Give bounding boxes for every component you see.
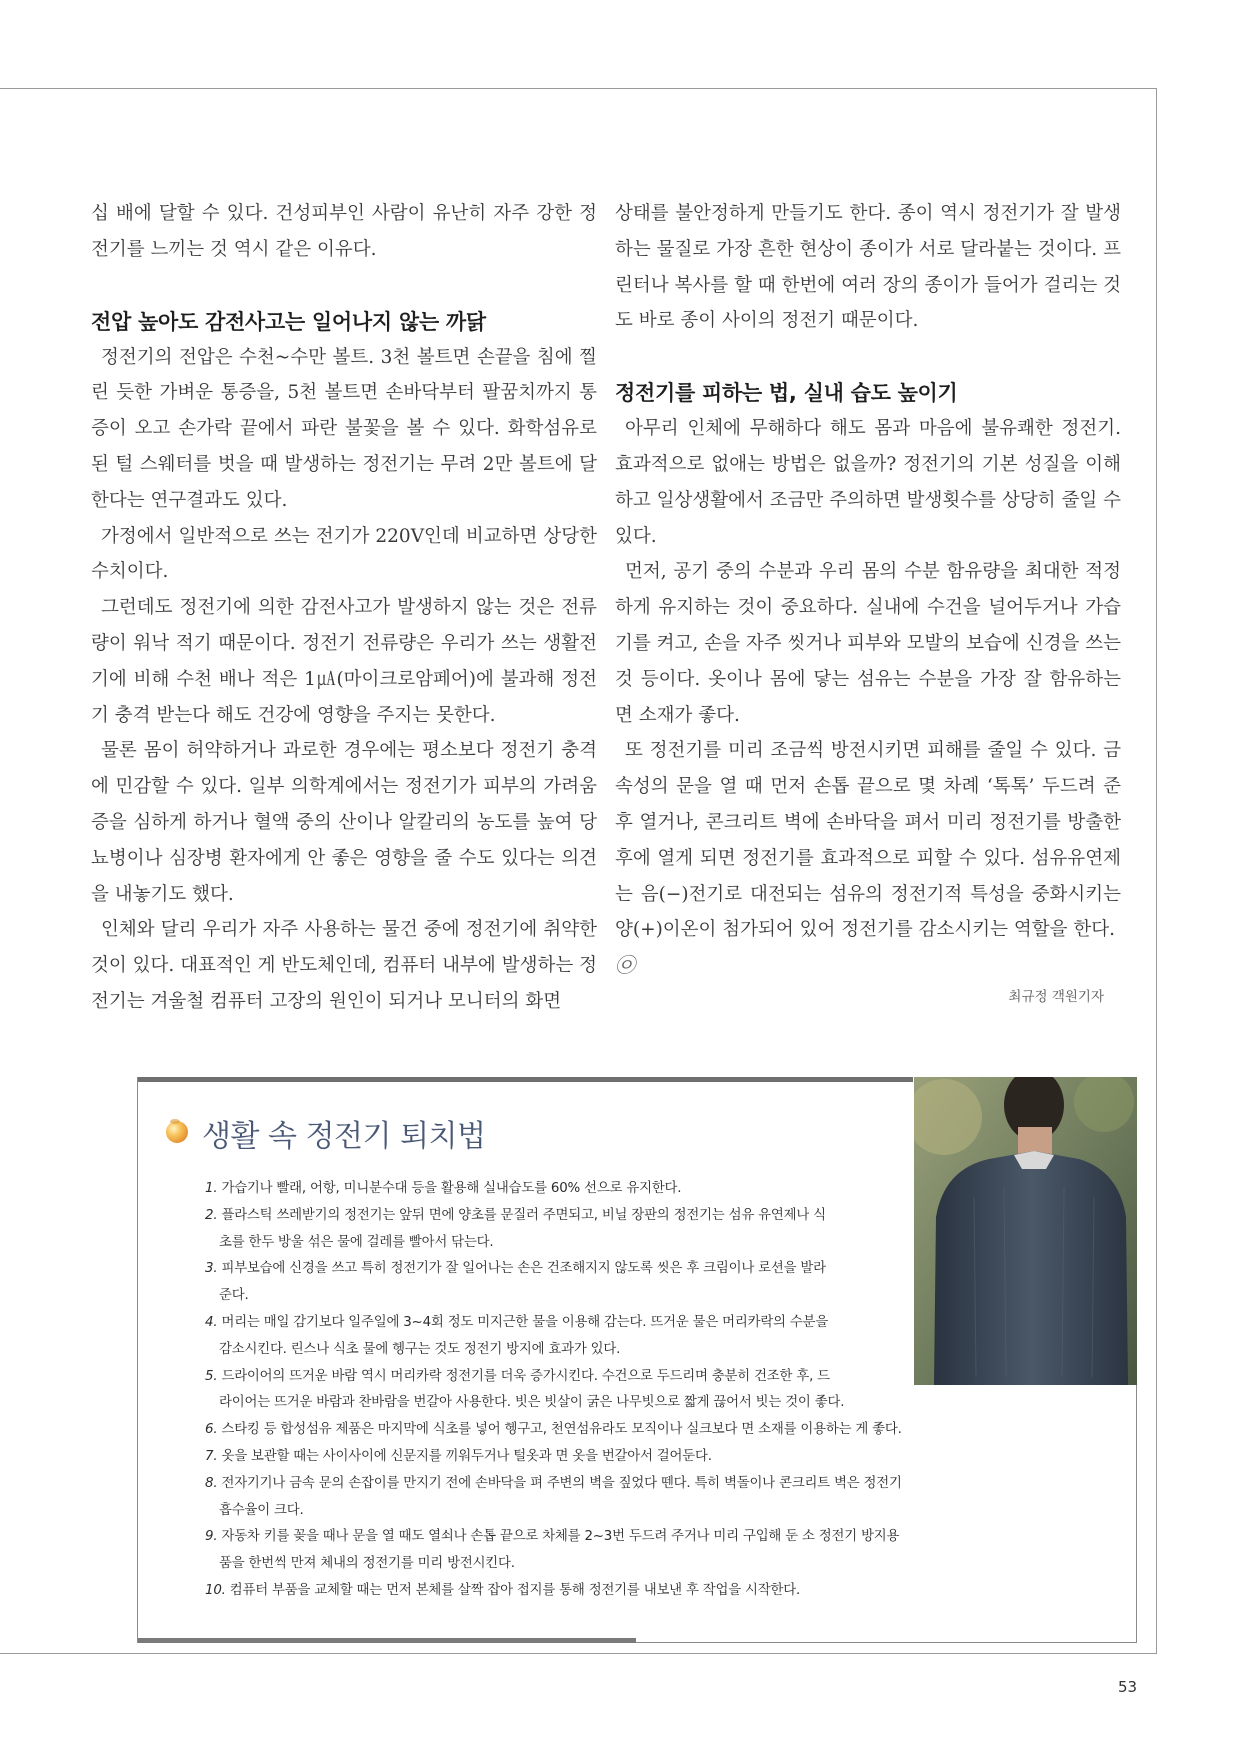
item-text: 자동차 키를 꽂을 때나 문을 열 때도 열쇠나 손톱 끝으로 차체를 2~3번 두드려 주거나 미리 구입해 둔 소 정전기 방지용 (221, 1529, 900, 1545)
item-number: 10. (205, 1582, 226, 1598)
item-number: 8. (205, 1475, 218, 1491)
item-text: 피부보습에 신경을 쓰고 특히 정전기가 잘 일어나는 손은 건조해지지 않도록 씻은 후 크림이나 로션을 발라 (221, 1261, 826, 1277)
item-text-continued: 준다. (219, 1288, 249, 1304)
list-item (205, 1203, 995, 1257)
item-text-continued: 라이어는 뜨거운 바람과 찬바람을 번갈아 사용한다. 빗은 빗살이 굵은 나무빗으로 짧게 끊어서 빗는 것이 좋다. (219, 1395, 845, 1411)
item-text: 전자기기나 금속 문의 손잡이를 만지기 전에 손바닥을 펴 주변의 벽을 짚었다 뗀다. 특히 벽돌이나 콘크리트 벽은 정전기 (221, 1475, 902, 1491)
item-number: 6. (205, 1422, 218, 1438)
page-frame-bottom (0, 1653, 1157, 1654)
box-top-rule (138, 1077, 913, 1082)
page-frame-top (0, 88, 1157, 89)
list-item (205, 1444, 995, 1471)
author-byline: 최규정 객원기자 (1008, 989, 1104, 1005)
item-text: 스타킹 등 합성섬유 제품은 마지막에 식초를 넣어 헹구고, 천연섬유라도 모직이나 실크보다 면 소재를 이용하는 게 좋다. (221, 1422, 902, 1438)
tips-list (205, 1176, 995, 1605)
list-item (205, 1176, 995, 1203)
item-number: 2. (205, 1207, 218, 1223)
end-mark-icon: ㉧ (615, 953, 635, 978)
box-bottom-rule (138, 1638, 636, 1643)
item-text: 머리는 매일 감기보다 일주일에 3~4회 정도 미지근한 물을 이용해 감는다. 뜨거운 물은 머리카락의 수분을 (221, 1314, 829, 1330)
paragraph: 가정에서 일반적으로 쓰는 전기가 220V인데 비교하면 상당한 수치이다. (91, 525, 597, 583)
orange-bullet-icon (166, 1121, 188, 1143)
list-item (205, 1310, 995, 1364)
paragraph: 그런데도 정전기에 의한 감전사고가 발생하지 않는 것은 전류량이 워낙 적기 때문이다. 정전기 전류량은 우리가 쓰는 생활전기에 비해 수천 배나 적은 1㎂(마이크로암페어)에 불과해 정전기 충격 받는다 해도 건강에 영향을 주지는 못한다. (91, 597, 597, 726)
item-number: 9. (205, 1529, 218, 1545)
item-text: 가습기나 빨래, 어항, 미니분수대 등을 활용해 실내습도를 60% 선으로 유지한다. (221, 1181, 682, 1196)
item-number: 7. (205, 1448, 218, 1464)
left-column (91, 196, 597, 1020)
item-text-continued: 감소시킨다. 린스나 식초 물에 헹구는 것도 정전기 방지에 효과가 있다. (219, 1341, 621, 1357)
item-text-continued: 흡수율이 크다. (219, 1502, 304, 1518)
list-item (205, 1417, 995, 1444)
item-number: 3. (205, 1261, 218, 1277)
tips-box (137, 1077, 1137, 1643)
list-item (205, 1364, 995, 1418)
paragraph: 상태를 불안정하게 만들기도 한다. 종이 역시 정전기가 잘 발생하는 물질로 가장 흔한 현상이 종이가 서로 달라붙는 것이다. 프린터나 복사를 할 때 한번에 여러 장의 종이가 들어가 걸리는 것도 바로 종이 사이의 정전기 때문이다. (615, 203, 1121, 332)
item-text-continued: 품을 한번씩 만져 체내의 정전기를 미리 방전시킨다. (219, 1556, 515, 1572)
page-number: 53 (1118, 1678, 1138, 1696)
right-column (615, 196, 1121, 980)
item-text: 컴퓨터 부품을 교체할 때는 먼저 본체를 살짝 잡아 접지를 통해 정전기를 내보낸 후 작업을 시작한다. (229, 1582, 801, 1598)
section-heading: 전압 높아도 감전사고는 일어나지 않는 까닭 (91, 309, 486, 334)
item-text: 플라스틱 쓰레받기의 정전기는 앞뒤 면에 양초를 문질러 주면되고, 비닐 장판의 정전기는 섬유 유연제나 식 (221, 1207, 826, 1223)
section-heading: 정전기를 피하는 법, 실내 습도 높이기 (615, 381, 958, 406)
list-item (205, 1256, 995, 1310)
list-item (205, 1471, 995, 1525)
item-text: 드라이어의 뜨거운 바람 역시 머리카락 정전기를 더욱 증가시킨다. 수건으로 두드리며 충분히 건조한 후, 드 (221, 1368, 830, 1384)
paragraph: 인체와 달리 우리가 자주 사용하는 물건 중에 정전기에 취약한 것이 있다. 대표적인 게 반도체인데, 컴퓨터 내부에 발생하는 정전기는 겨울철 컴퓨터 고장의 원인이 되거나 모니터의 화면 (91, 919, 597, 1012)
item-text-continued: 초를 한두 방울 섞은 물에 걸레를 빨아서 닦는다. (219, 1234, 494, 1250)
item-number: 5. (205, 1368, 218, 1384)
item-text: 옷을 보관할 때는 사이사이에 신문지를 끼워두거나 털옷과 면 옷을 번갈아서 걸어둔다. (221, 1448, 712, 1464)
paragraph: 십 배에 달할 수 있다. 건성피부인 사람이 유난히 자주 강한 정전기를 느끼는 것 역시 같은 이유다. (91, 203, 597, 260)
list-item (205, 1578, 995, 1605)
paragraph: 먼저, 공기 중의 수분과 우리 몸의 수분 함유량을 최대한 적정하게 유지하는 것이 중요하다. 실내에 수건을 널어두거나 가습기를 켜고, 손을 자주 씻거나 피부와 모발의 보습에 신경을 쓰는 것 등이다. 옷이나 몸에 닿는 섬유는 수분을 가장 잘 함유하는 면 소재가 좋다. (615, 561, 1121, 726)
paragraph: 또 정전기를 미리 조금씩 방전시키면 피해를 줄일 수 있다. 금속성의 문을 열 때 먼저 손톱 끝으로 몇 차례 ‘톡톡’ 두드려 준 후 열거나, 콘크리트 벽에 손바닥을 펴서 미리 정전기를 방출한 후에 열게 되면 정전기를 효과적으로 피할 수 있다. 섬유유연제는 음(−)전기로 대전되는 섬유의 정전기적 특성을 중화시키는 양(+)이온이 첨가되어 있어 정전기를 감소시키는 역할을 한다. (615, 740, 1121, 941)
paragraph: 정전기의 전압은 수천~수만 볼트. 3천 볼트면 손끝을 침에 찔린 듯한 가벼운 통증을, 5천 볼트면 손바닥부터 팔꿈치까지 통증이 오고 손가락 끝에서 파란 불꽃을 볼 수 있다. 화학섬유로 된 털 스웨터를 벗을 때 발생하는 정전기는 무려 2만 볼트에 달한다는 연구결과도 있다. (91, 346, 597, 511)
box-title: 생활 속 정전기 퇴치법 (202, 1119, 486, 1154)
paragraph: 물론 몸이 허약하거나 과로한 경우에는 평소보다 정전기 충격에 민감할 수 있다. 일부 의학계에서는 정전기가 피부의 가려움증을 심하게 하거나 혈액 중의 산이나 알칼리의 농도를 높여 당뇨병이나 심장병 환자에게 안 좋은 영향을 줄 수도 있다는 의견을 내놓기도 했다. (91, 740, 597, 905)
item-number: 4. (205, 1314, 218, 1330)
paragraph: 아무리 인체에 무해하다 해도 몸과 마음에 불유쾌한 정전기. 효과적으로 없애는 방법은 없을까? 정전기의 기본 성질을 이해하고 일상생활에서 조금만 주의하면 발생횟수를 상당히 줄일 수 있다. (615, 418, 1121, 547)
list-item (205, 1524, 995, 1578)
item-number: 1. (205, 1181, 218, 1196)
page-frame-right (1156, 88, 1157, 1653)
